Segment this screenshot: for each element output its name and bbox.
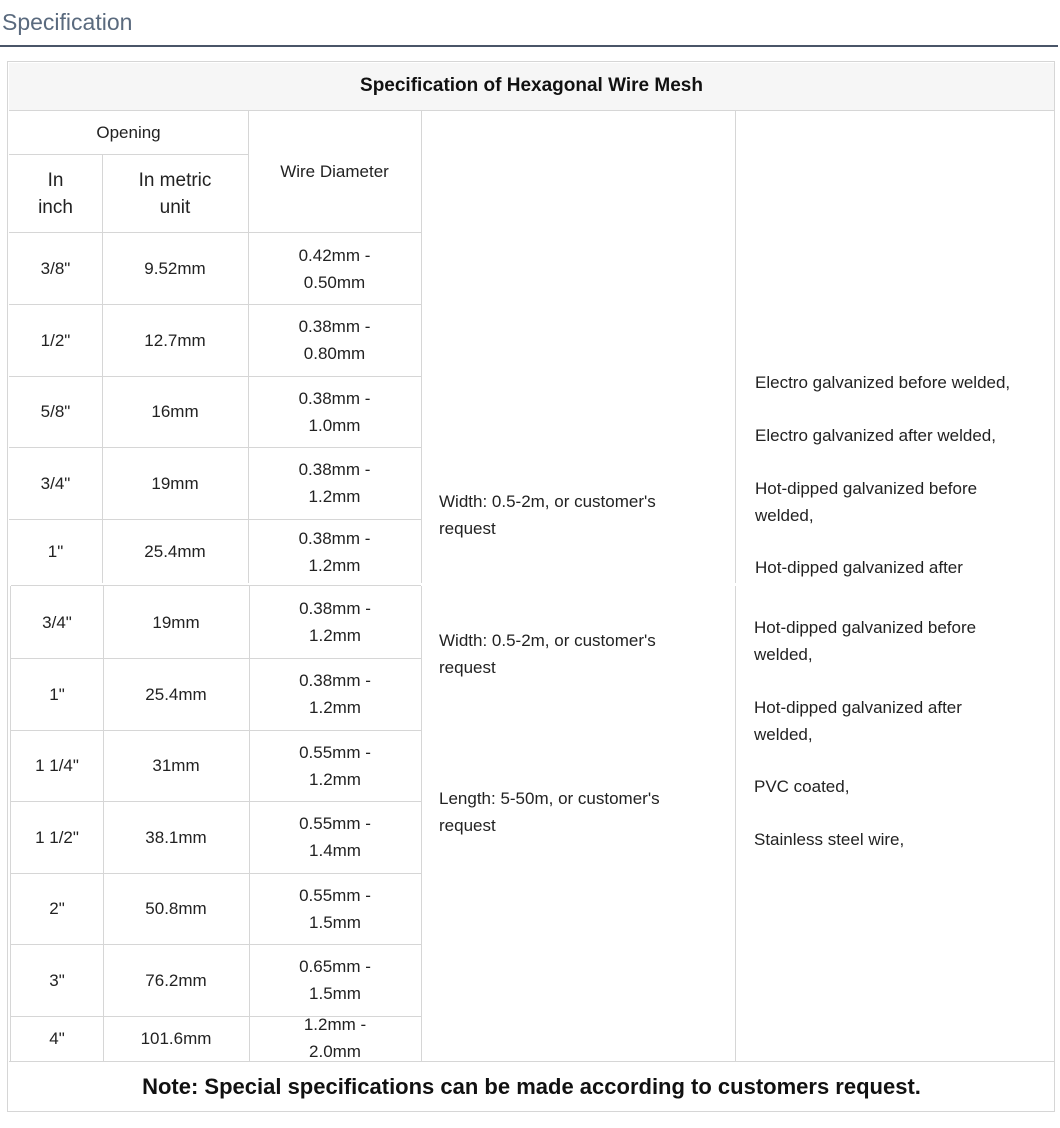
- cell-metric: 76.2mm: [145, 970, 207, 990]
- size-width-text: Width: 0.5-2m, or customer's request: [439, 492, 656, 538]
- cell-inch: 2": [49, 899, 65, 918]
- size-width-text: Width: 0.5-2m, or customer's request: [439, 631, 656, 677]
- size-length-text: Length: 5-50m, or customer's request: [439, 789, 660, 835]
- cell-metric: 101.6mm: [140, 1028, 212, 1048]
- cell-inch: 1": [47, 542, 64, 561]
- cell-wire-diameter: 1.2mm - 2.0mm: [303, 1015, 367, 1061]
- cell-metric: 19mm: [151, 473, 199, 493]
- cell-inch: 1 1/2": [35, 827, 79, 847]
- cell-wire-diameter: 0.38mm - 0.80mm: [298, 317, 371, 363]
- cell-wire-diameter: 0.42mm - 0.50mm: [298, 245, 371, 292]
- note-row: [9, 1061, 1054, 1112]
- grid-line: [735, 586, 736, 1061]
- finish-item: Stainless steel wire,: [754, 830, 905, 849]
- cell-metric: 38.1mm: [145, 827, 207, 847]
- cell-inch: 1": [49, 684, 65, 704]
- finish-item: Hot-dipped galvanized after welded,: [754, 698, 962, 744]
- cell-inch: 4": [49, 1028, 65, 1048]
- cell-wire-diameter: 0.38mm - 1.2mm: [298, 528, 371, 575]
- cell-inch: 3/4": [42, 612, 72, 632]
- table-title-row: [9, 63, 1054, 111]
- cell-metric: 12.7mm: [144, 330, 206, 350]
- section-title: Specification: [2, 9, 133, 35]
- cell-wire-diameter: 0.55mm - 1.2mm: [299, 742, 371, 789]
- cell-inch: 3/4": [40, 473, 71, 493]
- finish-item: Electro galvanized after welded,: [755, 426, 996, 445]
- grid-line: [421, 111, 422, 583]
- cell-wire-diameter: 0.38mm - 1.2mm: [299, 671, 371, 717]
- grid-line: [421, 586, 422, 1061]
- header-opening: Opening: [96, 123, 161, 142]
- cell-wire-diameter: 0.55mm - 1.5mm: [299, 885, 371, 932]
- cell-inch: 1 1/4": [35, 756, 79, 775]
- cell-metric: 25.4mm: [144, 542, 206, 561]
- cell-wire-diameter: 0.55mm - 1.4mm: [299, 814, 371, 860]
- finish-item: PVC coated,: [754, 777, 850, 796]
- finish-item: Hot-dipped galvanized before welded,: [755, 479, 978, 525]
- grid-line: [9, 154, 248, 155]
- cell-wire-diameter: 0.38mm - 1.0mm: [298, 388, 371, 435]
- cell-wire-diameter: 0.38mm - 1.2mm: [298, 460, 371, 506]
- cell-inch: 3": [49, 970, 65, 990]
- cell-inch: 1/2": [40, 330, 71, 350]
- cell-inch: 3/8": [40, 259, 71, 278]
- cell-wire-diameter: 0.38mm - 1.2mm: [299, 599, 371, 645]
- cell-wire-diameter: 0.65mm - 1.5mm: [299, 957, 371, 1003]
- cell-metric: 9.52mm: [144, 259, 206, 278]
- cell-metric: 31mm: [152, 756, 200, 775]
- header-in-metric: In metric unit: [138, 169, 212, 218]
- table-title: Specification of Hexagonal Wire Mesh: [360, 75, 703, 96]
- cell-inch: 5/8": [40, 402, 71, 421]
- header-in-inch: In inch: [38, 169, 73, 218]
- finish-item: Electro galvanized before welded,: [755, 373, 1011, 392]
- cell-metric: 16mm: [151, 402, 199, 421]
- finish-item: Hot-dipped galvanized before welded,: [754, 618, 977, 664]
- cell-metric: 50.8mm: [145, 899, 207, 918]
- finish-item: Hot-dipped galvanized after: [755, 558, 963, 577]
- note-text: Note: Special specifications can be made according to customers request.: [142, 1074, 921, 1099]
- spec-table: [7, 61, 1055, 1112]
- section-header: [0, 0, 1058, 47]
- header-wire-diameter: Wire Diameter: [280, 162, 389, 181]
- cell-metric: 19mm: [152, 612, 200, 632]
- grid-line: [735, 111, 736, 583]
- cell-metric: 25.4mm: [145, 684, 207, 704]
